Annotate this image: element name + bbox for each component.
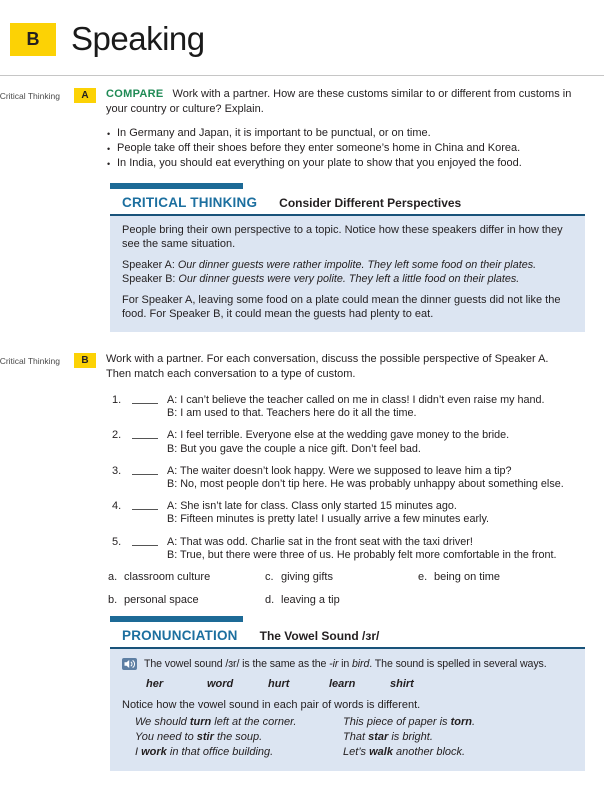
- option-b: b. personal space: [108, 594, 199, 607]
- compare-label: COMPARE: [106, 88, 164, 100]
- option-c: c. giving gifts: [265, 571, 333, 584]
- speaker-a-line: A: I feel terrible. Everyone else at the wedding gave money to the bride.: [167, 429, 510, 442]
- notice-text: Notice how the vowel sound in each pair of words is different.: [122, 699, 421, 712]
- speaker-a-line: A: That was odd. Charlie sat in the front seat with the taxi driver!: [167, 535, 473, 548]
- box-title: PRONUNCIATION: [122, 628, 238, 644]
- pronunciation-box: [110, 616, 585, 771]
- example-sentence: Let’s walk another block.: [343, 746, 466, 759]
- title-divider: [0, 75, 604, 76]
- activity-a-badge: A: [74, 88, 96, 103]
- example-sentence: We should turn left at the corner.: [135, 716, 297, 729]
- customs-list: [106, 126, 576, 171]
- speaker-b-line: B: But you gave the couple a nice gift. Don’t feel bad.: [167, 442, 421, 455]
- skill-label: Critical Thinking: [0, 91, 60, 101]
- answer-blank[interactable]: [132, 429, 158, 439]
- option-a: a. classroom culture: [108, 571, 211, 584]
- conversation-item-3: [106, 465, 576, 491]
- box-conclusion: For Speaker A, leaving some food on a plate could mean the dinner guests did not like the food. For Speaker B, it could mean the guests had plenty to eat.: [122, 294, 561, 320]
- conversation-item-2: [106, 429, 576, 455]
- page-header: [10, 20, 604, 58]
- conversation-item-4: [106, 500, 576, 526]
- answer-blank[interactable]: [132, 536, 158, 546]
- example-sentences: [122, 715, 573, 760]
- speaker-a-line: A: The waiter doesn’t look happy. Were we supposed to leave him a tip?: [167, 464, 512, 477]
- activity-a: [0, 87, 604, 171]
- pronunciation-box-header: [110, 622, 585, 649]
- example-sentence: I work in that office building.: [135, 746, 274, 759]
- speaker-b-line: B: True, but there were three of us. He probably felt more comfortable in the front.: [167, 548, 557, 561]
- answer-blank[interactable]: [132, 500, 158, 510]
- custom-type-options: [106, 571, 576, 606]
- section-letter-badge: B: [10, 23, 56, 56]
- speaker-a-line: A: I can’t believe the teacher called on me in class! I didn’t even raise my hand.: [167, 394, 545, 406]
- conversation-number: 1.: [112, 394, 122, 406]
- example-sentence: That star is bright.: [343, 731, 433, 744]
- speaker-b-example: Speaker B: Our dinner guests were very polite. They left a little food on their plates.: [122, 272, 520, 285]
- box-intro: People bring their own perspective to a topic. Notice how these speakers differ in how they see the same situation.: [122, 224, 563, 250]
- answer-blank[interactable]: [132, 465, 158, 475]
- example-word: her: [146, 678, 164, 691]
- conversation-item-1: [106, 394, 576, 420]
- box-subtitle: The Vowel Sound /ɜr/: [259, 629, 380, 644]
- example-sentence: This piece of paper is torn.: [343, 716, 476, 729]
- example-sentence: You need to stir the soup.: [135, 731, 263, 744]
- conversation-list: [106, 394, 576, 562]
- conversation-number: 5.: [112, 535, 122, 548]
- skill-label: Critical Thinking: [0, 356, 60, 366]
- pronunciation-box-body: [110, 649, 585, 771]
- speaker-examples: [122, 259, 573, 286]
- list-item: • In Germany and Japan, it is important to be punctual, or on time.: [106, 126, 576, 141]
- conversation-number: 3.: [112, 464, 122, 477]
- list-item: • In India, you should eat everything on your plate to show that you enjoyed the food.: [106, 156, 576, 171]
- example-words-row: [122, 678, 573, 690]
- speaker-a-example: Speaker A: Our dinner guests were rather impolite. They left some food on their plates.: [122, 259, 537, 271]
- list-item: • People take off their shoes before they enter someone’s home in China and Korea.: [106, 141, 576, 156]
- speaker-a-line: A: She isn’t late for class. Class only started 15 minutes ago.: [167, 500, 457, 513]
- answer-blank[interactable]: [132, 394, 158, 404]
- conversation-number: 2.: [112, 429, 122, 442]
- speaker-b-line: B: No, most people don’t tip here. He was probably unhappy about something else.: [167, 478, 564, 491]
- pronunciation-intro: The vowel sound /ɜr/ is the same as the -ir in bird. The sound is spelled in several ways.: [144, 658, 547, 671]
- conversation-item-5: [106, 536, 576, 562]
- conversation-number: 4.: [112, 500, 122, 513]
- speaker-b-line: B: Fifteen minutes is pretty late! I usually arrive a few minutes early.: [167, 513, 490, 526]
- skill-sidebar-b: [0, 352, 96, 606]
- activity-a-instruction-text: Work with a partner. How are these customs similar to or different from customs in your country or culture? Explain.: [106, 88, 572, 115]
- critical-thinking-box-body: [110, 216, 585, 332]
- page-title: Speaking: [71, 20, 205, 57]
- activity-b: [0, 352, 604, 606]
- activity-a-instruction: [106, 87, 576, 117]
- speaker-audio-icon[interactable]: [122, 658, 137, 673]
- speaker-b-line: B: I am used to that. Teachers here do it all the time.: [167, 407, 417, 420]
- example-word: shirt: [390, 678, 414, 691]
- critical-thinking-box: [110, 183, 585, 332]
- box-subtitle: Consider Different Perspectives: [279, 196, 462, 210]
- example-word: word: [207, 678, 234, 691]
- activity-b-badge: B: [74, 353, 96, 368]
- activity-b-instruction: Work with a partner. For each conversation, discuss the possible perspective of Speaker A. Then match each conversation to a type of custom.: [106, 353, 549, 380]
- option-e: e. being on time: [418, 571, 501, 584]
- box-title: CRITICAL THINKING: [122, 195, 258, 210]
- example-word: hurt: [268, 678, 290, 691]
- skill-sidebar-a: [0, 87, 96, 171]
- critical-thinking-box-header: [110, 189, 585, 216]
- option-d: d. leaving a tip: [265, 594, 340, 607]
- example-word: learn: [329, 678, 356, 691]
